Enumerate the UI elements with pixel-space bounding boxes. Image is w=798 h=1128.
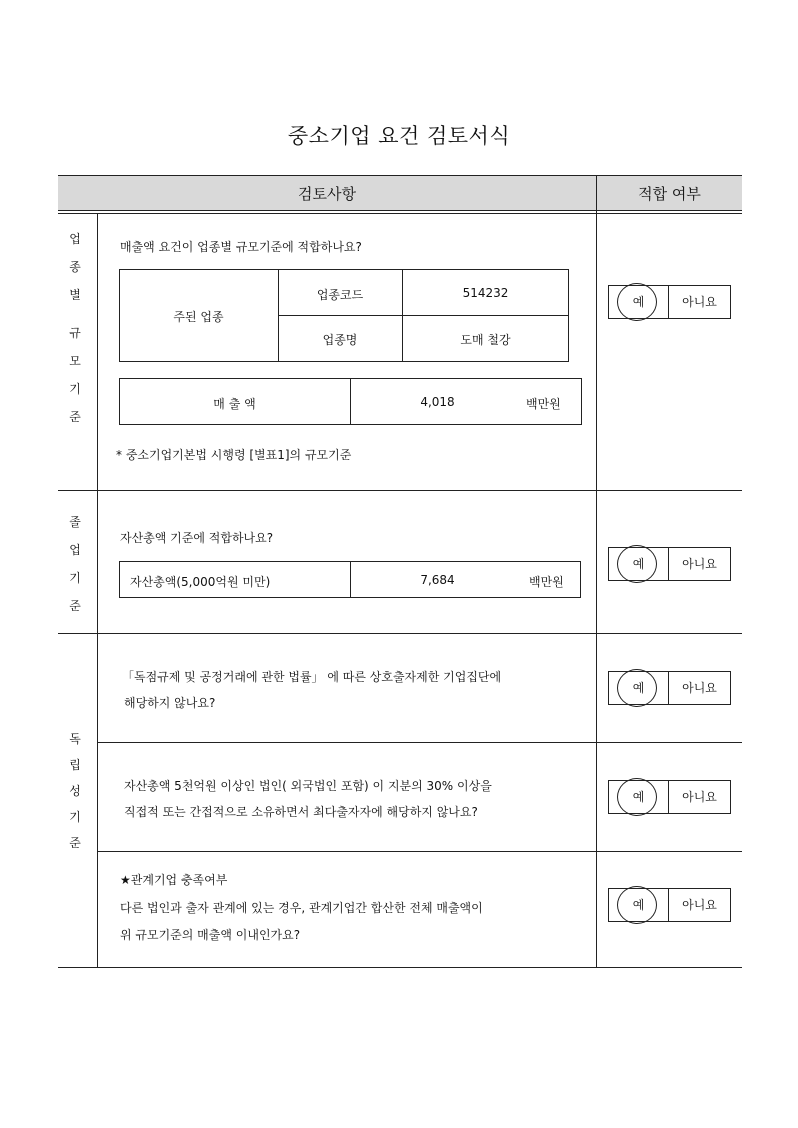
- sales-label: 매 출 액: [213, 397, 256, 411]
- section-label-char: 종: [69, 260, 81, 274]
- section-label-char: 업: [69, 232, 81, 246]
- section-label-char: 기: [69, 382, 81, 396]
- header-double-border: [58, 213, 742, 214]
- section-label-char: 립: [69, 758, 81, 772]
- industry-answer-box: [608, 285, 731, 319]
- no-option[interactable]: 아니요: [682, 295, 717, 309]
- section-divider-1: [58, 490, 742, 491]
- section-label-char: 준: [69, 410, 81, 424]
- assets-unit: 백만원: [529, 575, 564, 589]
- no-option[interactable]: 아니요: [682, 557, 717, 571]
- table-bottom-border: [58, 967, 742, 968]
- label-column-border: [97, 213, 98, 968]
- section-label-char: 업: [69, 543, 81, 557]
- section-label-char: 모: [69, 354, 81, 368]
- subsection-divider-2: [97, 851, 742, 852]
- section-label-char: 기: [69, 810, 81, 824]
- yes-option[interactable]: 예: [632, 898, 645, 912]
- independence-q1-answer-box: [608, 671, 731, 705]
- section-divider-2: [58, 633, 742, 634]
- industry-code-value: 514232: [462, 286, 509, 300]
- section-label-char: 독: [69, 732, 81, 746]
- section-label-char: 규: [69, 326, 81, 340]
- industry-name-label: 업종명: [322, 333, 358, 347]
- industry-code-label: 업종코드: [316, 288, 364, 302]
- industry-question: 매출액 요건이 업종별 규모기준에 적합하나요?: [120, 240, 362, 254]
- assets-value: 7,684: [420, 573, 455, 587]
- graduation-answer-box: [608, 547, 731, 581]
- section-label-char: 준: [69, 836, 81, 850]
- independence-q1-line1: 「독점규제 및 공정거래에 관한 법률」 에 따른 상호출자제한 기업집단에: [122, 670, 502, 684]
- assets-label: 자산총액(5,000억원 미만): [130, 575, 271, 589]
- independence-q2-line2: 직접적 또는 간접적으로 소유하면서 최다출자자에 해당하지 않나요?: [124, 805, 478, 819]
- main-industry-label: 주된 업종: [173, 310, 224, 324]
- sales-table-divider: [350, 378, 351, 425]
- graduation-question: 자산총액 기준에 적합하나요?: [120, 531, 274, 545]
- independence-q2-line1: 자산총액 5천억원 이상인 법인( 외국법인 포함) 이 지분의 30% 이상을: [124, 779, 492, 793]
- industry-table-row-divider: [278, 315, 568, 316]
- independence-q2-answer-box: [608, 780, 731, 814]
- no-option[interactable]: 아니요: [682, 898, 717, 912]
- yes-option[interactable]: 예: [632, 681, 645, 695]
- independence-q3-answer-box: [608, 888, 731, 922]
- section-label-char: 성: [69, 784, 81, 798]
- assets-table-divider: [350, 561, 351, 598]
- section-label-char: 준: [69, 599, 81, 613]
- section-label-char: 별: [69, 288, 81, 302]
- result-column-border: [596, 175, 597, 968]
- section-label-char: 기: [69, 571, 81, 585]
- table-top-border: [58, 175, 742, 176]
- subsection-divider-1: [97, 742, 742, 743]
- yes-option[interactable]: 예: [632, 295, 645, 309]
- sales-value: 4,018: [420, 395, 455, 409]
- no-option[interactable]: 아니요: [682, 681, 717, 695]
- header-suitability: 적합 여부: [638, 185, 701, 203]
- industry-name-value: 도매 철강: [460, 333, 511, 347]
- independence-q1-line2: 해당하지 않나요?: [124, 696, 216, 710]
- page-title: 중소기업 요건 검토서식: [287, 124, 511, 148]
- yes-option[interactable]: 예: [632, 790, 645, 804]
- sales-unit: 백만원: [526, 397, 561, 411]
- section-label-char: 졸: [69, 515, 81, 529]
- independence-q3-line2: 다른 법인과 출자 관계에 있는 경우, 관계기업간 합산한 전체 매출액이: [120, 901, 483, 915]
- independence-q3-line3: 위 규모기준의 매출액 이내인가요?: [120, 928, 301, 942]
- yes-option[interactable]: 예: [632, 557, 645, 571]
- industry-note: * 중소기업기본법 시행령 [별표1]의 규모기준: [116, 448, 352, 462]
- header-review-items: 검토사항: [298, 185, 356, 203]
- no-option[interactable]: 아니요: [682, 790, 717, 804]
- header-bottom-border: [58, 210, 742, 211]
- independence-q3-line1: ★관계기업 충족여부: [120, 873, 228, 887]
